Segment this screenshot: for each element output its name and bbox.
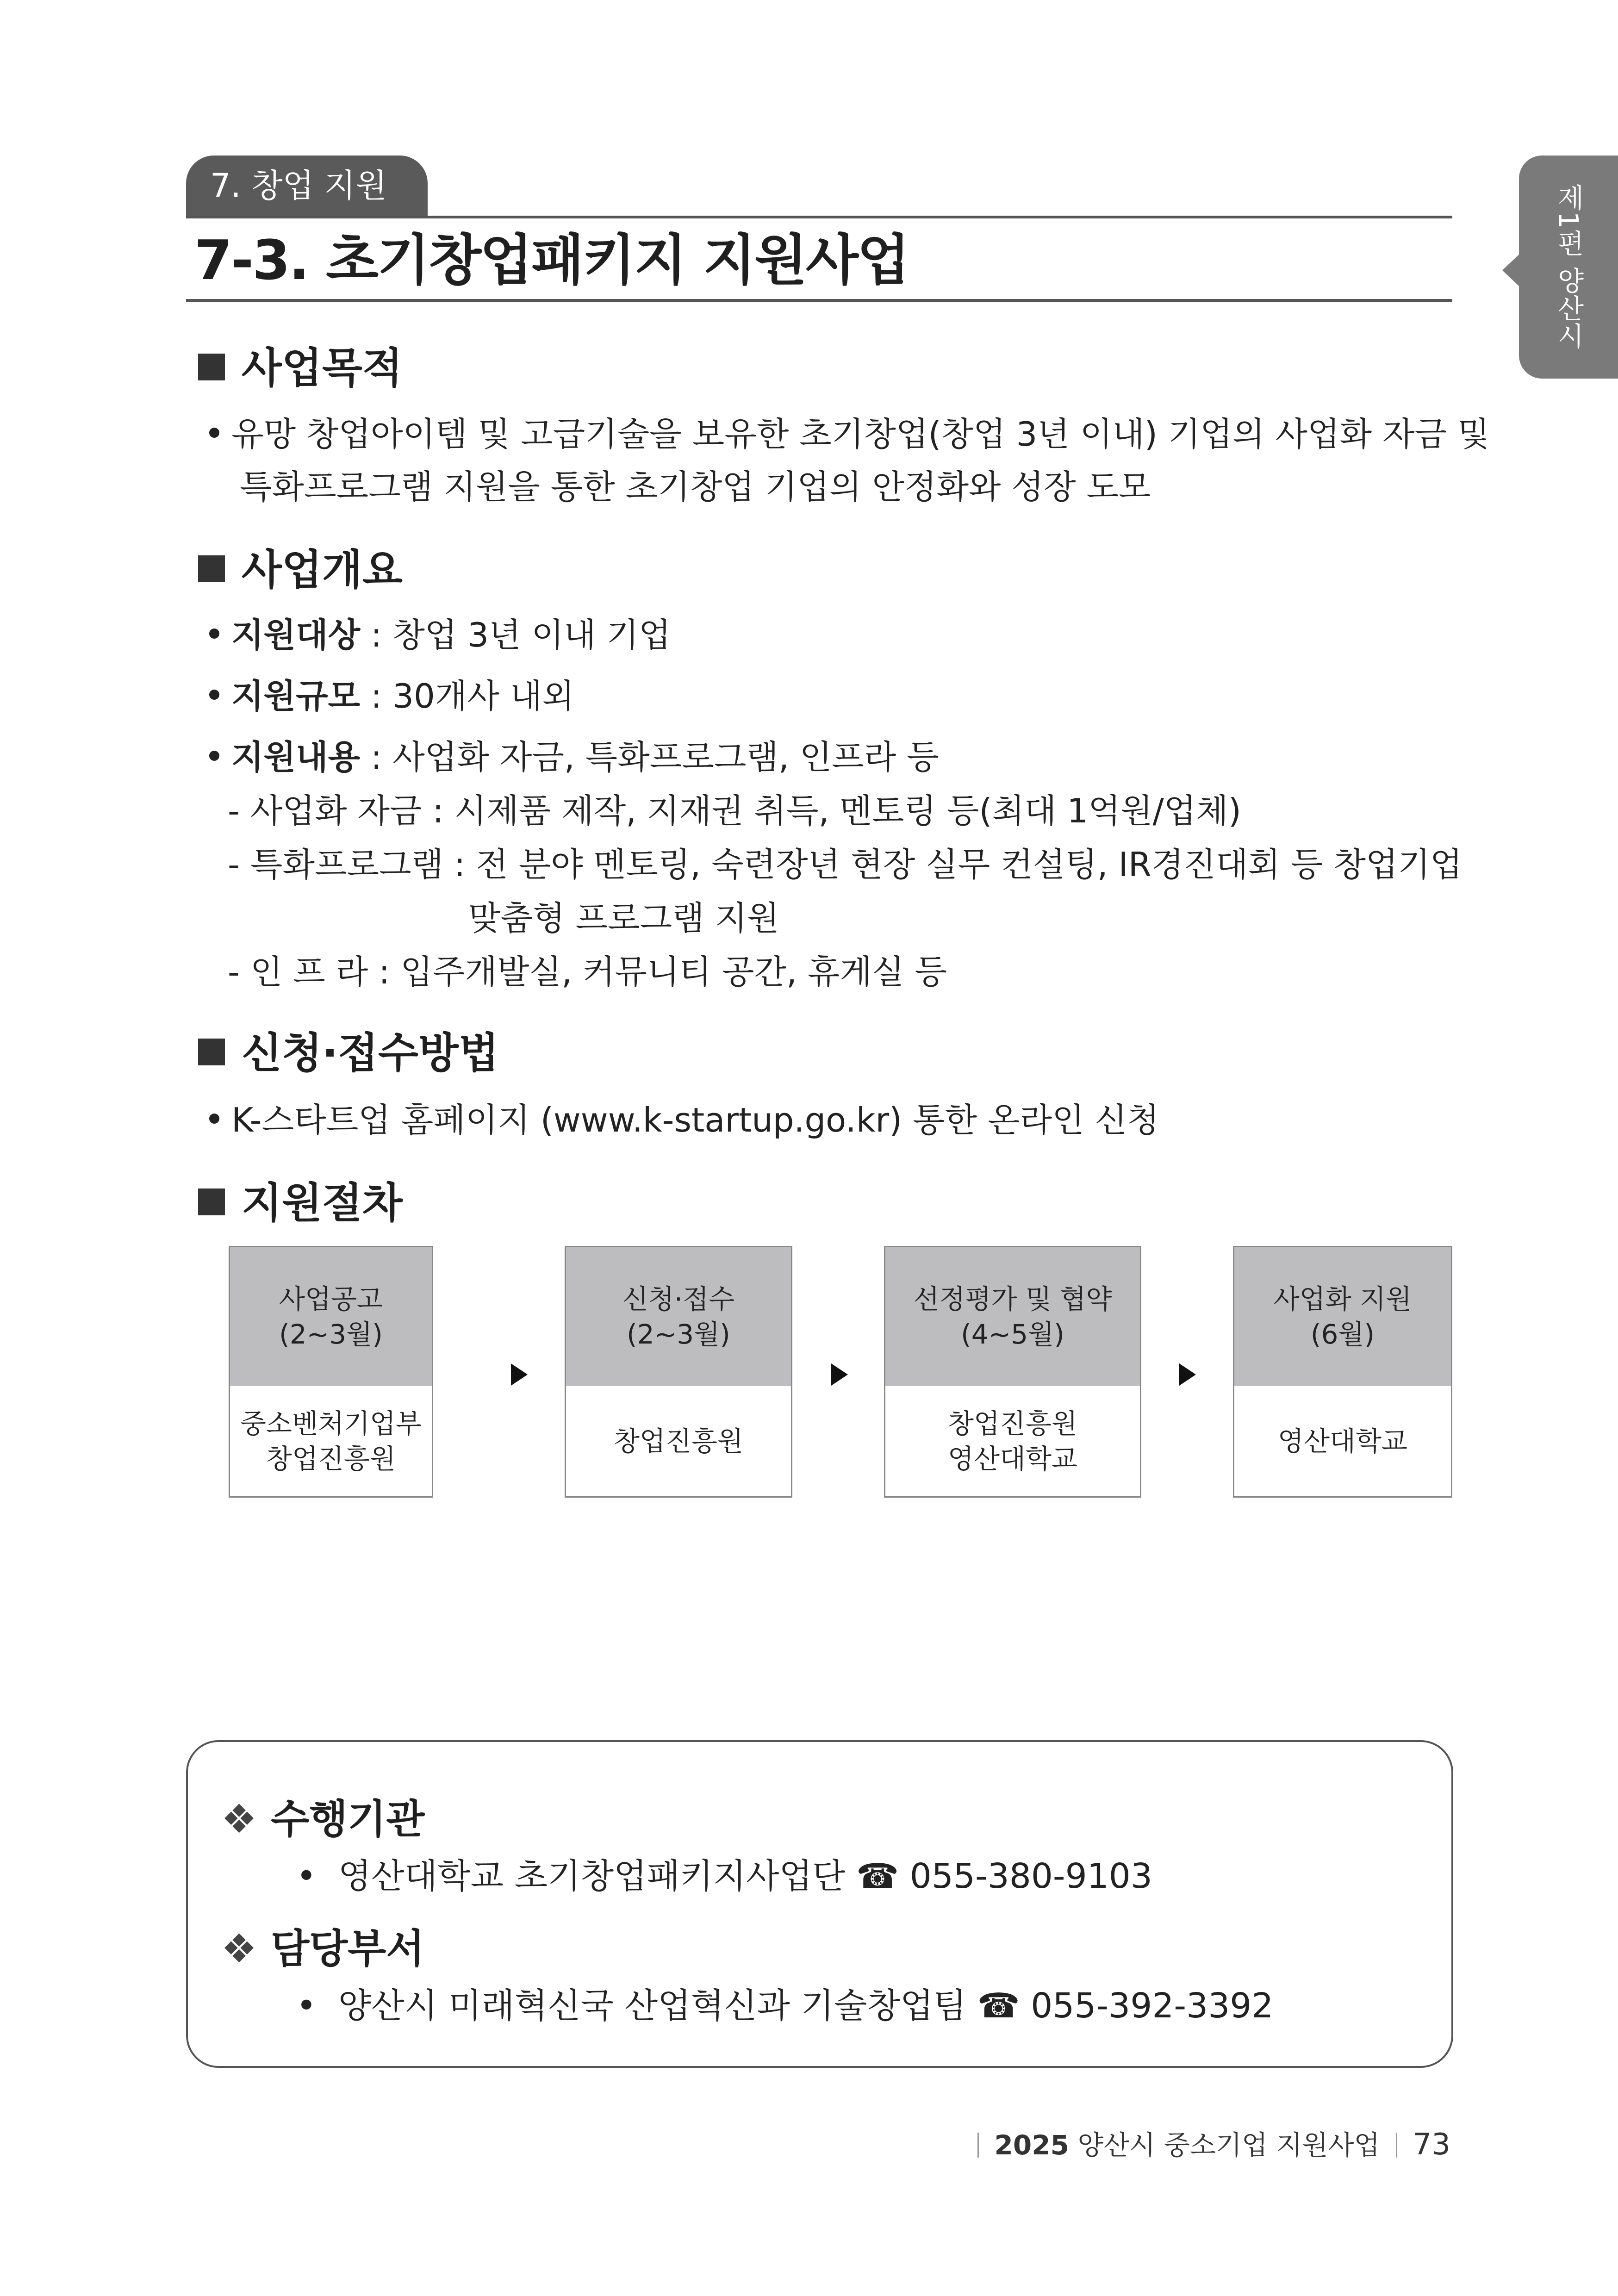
step-body bbox=[1234, 1386, 1451, 1496]
title-top-rule bbox=[186, 216, 1452, 218]
step-header bbox=[885, 1247, 1140, 1386]
scale-value: : 30개사 내외 bbox=[360, 677, 574, 716]
procedure-step bbox=[565, 1246, 792, 1498]
dept-heading bbox=[221, 1923, 424, 1974]
procedure-step bbox=[884, 1246, 1141, 1498]
agency-phone: 055-380-9103 bbox=[909, 1856, 1152, 1896]
small-bullet-icon: • bbox=[296, 1856, 317, 1896]
arrow-right-icon bbox=[511, 1363, 528, 1386]
step-header bbox=[566, 1247, 791, 1386]
step-period: (2~3월) bbox=[279, 1319, 383, 1350]
purpose-heading-text: 사업목적 bbox=[242, 344, 403, 392]
step-period: (6월) bbox=[1310, 1319, 1375, 1350]
phone-icon: ☎ bbox=[856, 1856, 899, 1896]
step-header bbox=[1234, 1247, 1451, 1386]
overview-heading-text: 사업개요 bbox=[242, 546, 403, 594]
procedure-heading-text: 지원절차 bbox=[242, 1179, 403, 1227]
diamond-icon: ❖ bbox=[221, 1796, 257, 1842]
footer-divider bbox=[977, 2133, 979, 2158]
dept-name: 양산시 미래혁신국 산업혁신과 기술창업팀 bbox=[338, 1986, 966, 2026]
side-tab-pointer bbox=[1502, 254, 1520, 287]
side-chapter-label: 제1편 양산시 bbox=[1553, 184, 1584, 350]
bullet-dot-icon bbox=[209, 628, 219, 639]
step-org: 창업진흥원 bbox=[947, 1408, 1078, 1439]
purpose-line-1 bbox=[209, 411, 1490, 457]
arrow-right-icon bbox=[1179, 1363, 1196, 1386]
section-tab: 7. 창업 지원 bbox=[186, 156, 428, 216]
page-title: 7-3. 초기창업패키지 지원사업 bbox=[194, 228, 909, 292]
small-bullet-icon: • bbox=[296, 1986, 317, 2026]
agency-heading bbox=[221, 1794, 424, 1845]
arrow-right-icon bbox=[831, 1363, 848, 1386]
overview-sub-funding: - 사업화 자금 : 시제품 제작, 지재권 취득, 멘토링 등(최대 1억원/업체) bbox=[228, 791, 1241, 830]
step-org: 영산대학교 bbox=[1277, 1425, 1408, 1457]
step-org: 중소벤처기업부 bbox=[240, 1408, 422, 1439]
application-line-text: K-스타트업 홈페이지 (www.k-startup.go.kr) 통한 온라인 신청 bbox=[231, 1101, 1159, 1139]
bullet-dot-icon bbox=[209, 751, 219, 761]
step-org: 창업진흥원 bbox=[266, 1443, 396, 1475]
square-bullet-icon bbox=[198, 555, 225, 582]
overview-scale bbox=[209, 673, 574, 719]
bullet-dot-icon bbox=[209, 1114, 219, 1124]
dept-line bbox=[296, 1983, 1273, 2029]
step-body bbox=[885, 1386, 1140, 1496]
step-body bbox=[566, 1386, 791, 1496]
content-value: : 사업화 자금, 특화프로그램, 인프라 등 bbox=[360, 738, 939, 777]
application-heading bbox=[198, 1026, 499, 1081]
purpose-line-1-text: 유망 창업아이템 및 고급기술을 보유한 초기창업(창업 3년 이내) 기업의 사업화 자금 및 bbox=[231, 415, 1490, 454]
application-heading-text: 신청·접수방법 bbox=[242, 1029, 499, 1077]
agency-line bbox=[296, 1853, 1152, 1899]
procedure-step bbox=[1233, 1246, 1452, 1498]
footer-year: 2025 bbox=[994, 2129, 1069, 2161]
application-line bbox=[209, 1097, 1159, 1143]
overview-sub-program-cont: 맞춤형 프로그램 지원 bbox=[468, 899, 779, 938]
purpose-heading bbox=[198, 341, 403, 396]
scale-label: 지원규모 bbox=[231, 677, 361, 716]
step-header bbox=[230, 1247, 432, 1386]
procedure-heading bbox=[198, 1176, 403, 1231]
agency-name: 영산대학교 초기창업패키지사업단 bbox=[338, 1856, 846, 1896]
square-bullet-icon bbox=[198, 1188, 225, 1215]
diamond-icon: ❖ bbox=[221, 1926, 257, 1972]
step-org: 영산대학교 bbox=[947, 1443, 1078, 1475]
footer-title: 양산시 중소기업 지원사업 bbox=[1077, 2129, 1380, 2161]
square-bullet-icon bbox=[198, 1039, 225, 1065]
target-label: 지원대상 bbox=[231, 616, 361, 654]
dept-phone: 055-392-3392 bbox=[1031, 1986, 1274, 2026]
overview-sub-program: - 특화프로그램 : 전 분야 멘토링, 숙련장년 현장 실무 컨설팅, IR경진대회 등 창업기업 bbox=[228, 845, 1462, 884]
dept-heading-text: 담당부서 bbox=[271, 1926, 425, 1972]
step-title: 신청·접수 bbox=[622, 1283, 735, 1315]
page-number: 73 bbox=[1413, 2128, 1450, 2162]
page-footer bbox=[962, 2126, 1451, 2164]
overview-content bbox=[209, 734, 939, 780]
target-value: : 창업 3년 이내 기업 bbox=[360, 616, 671, 654]
procedure-step bbox=[229, 1246, 433, 1498]
purpose-line-2: 특화프로그램 지원을 통한 초기창업 기업의 안정화와 성장 도모 bbox=[240, 467, 1151, 506]
step-title: 사업화 지원 bbox=[1273, 1283, 1412, 1315]
step-period: (4~5월) bbox=[961, 1319, 1064, 1350]
step-body bbox=[230, 1386, 432, 1496]
title-bottom-rule bbox=[186, 299, 1452, 302]
step-title: 사업공고 bbox=[279, 1283, 383, 1315]
bullet-dot-icon bbox=[209, 690, 219, 700]
overview-target bbox=[209, 612, 671, 658]
step-title: 선정평가 및 협약 bbox=[913, 1283, 1112, 1315]
step-org: 창업진흥원 bbox=[613, 1425, 744, 1457]
content-label: 지원내용 bbox=[231, 738, 361, 777]
overview-heading bbox=[198, 542, 403, 598]
step-period: (2~3월) bbox=[627, 1319, 730, 1350]
bullet-dot-icon bbox=[209, 428, 219, 438]
phone-icon: ☎ bbox=[977, 1986, 1020, 2026]
square-bullet-icon bbox=[198, 354, 225, 380]
footer-divider bbox=[1396, 2133, 1397, 2158]
agency-heading-text: 수행기관 bbox=[271, 1796, 425, 1842]
overview-sub-infra: - 인 프 라 : 입주개발실, 커뮤니티 공간, 휴게실 등 bbox=[228, 952, 947, 991]
